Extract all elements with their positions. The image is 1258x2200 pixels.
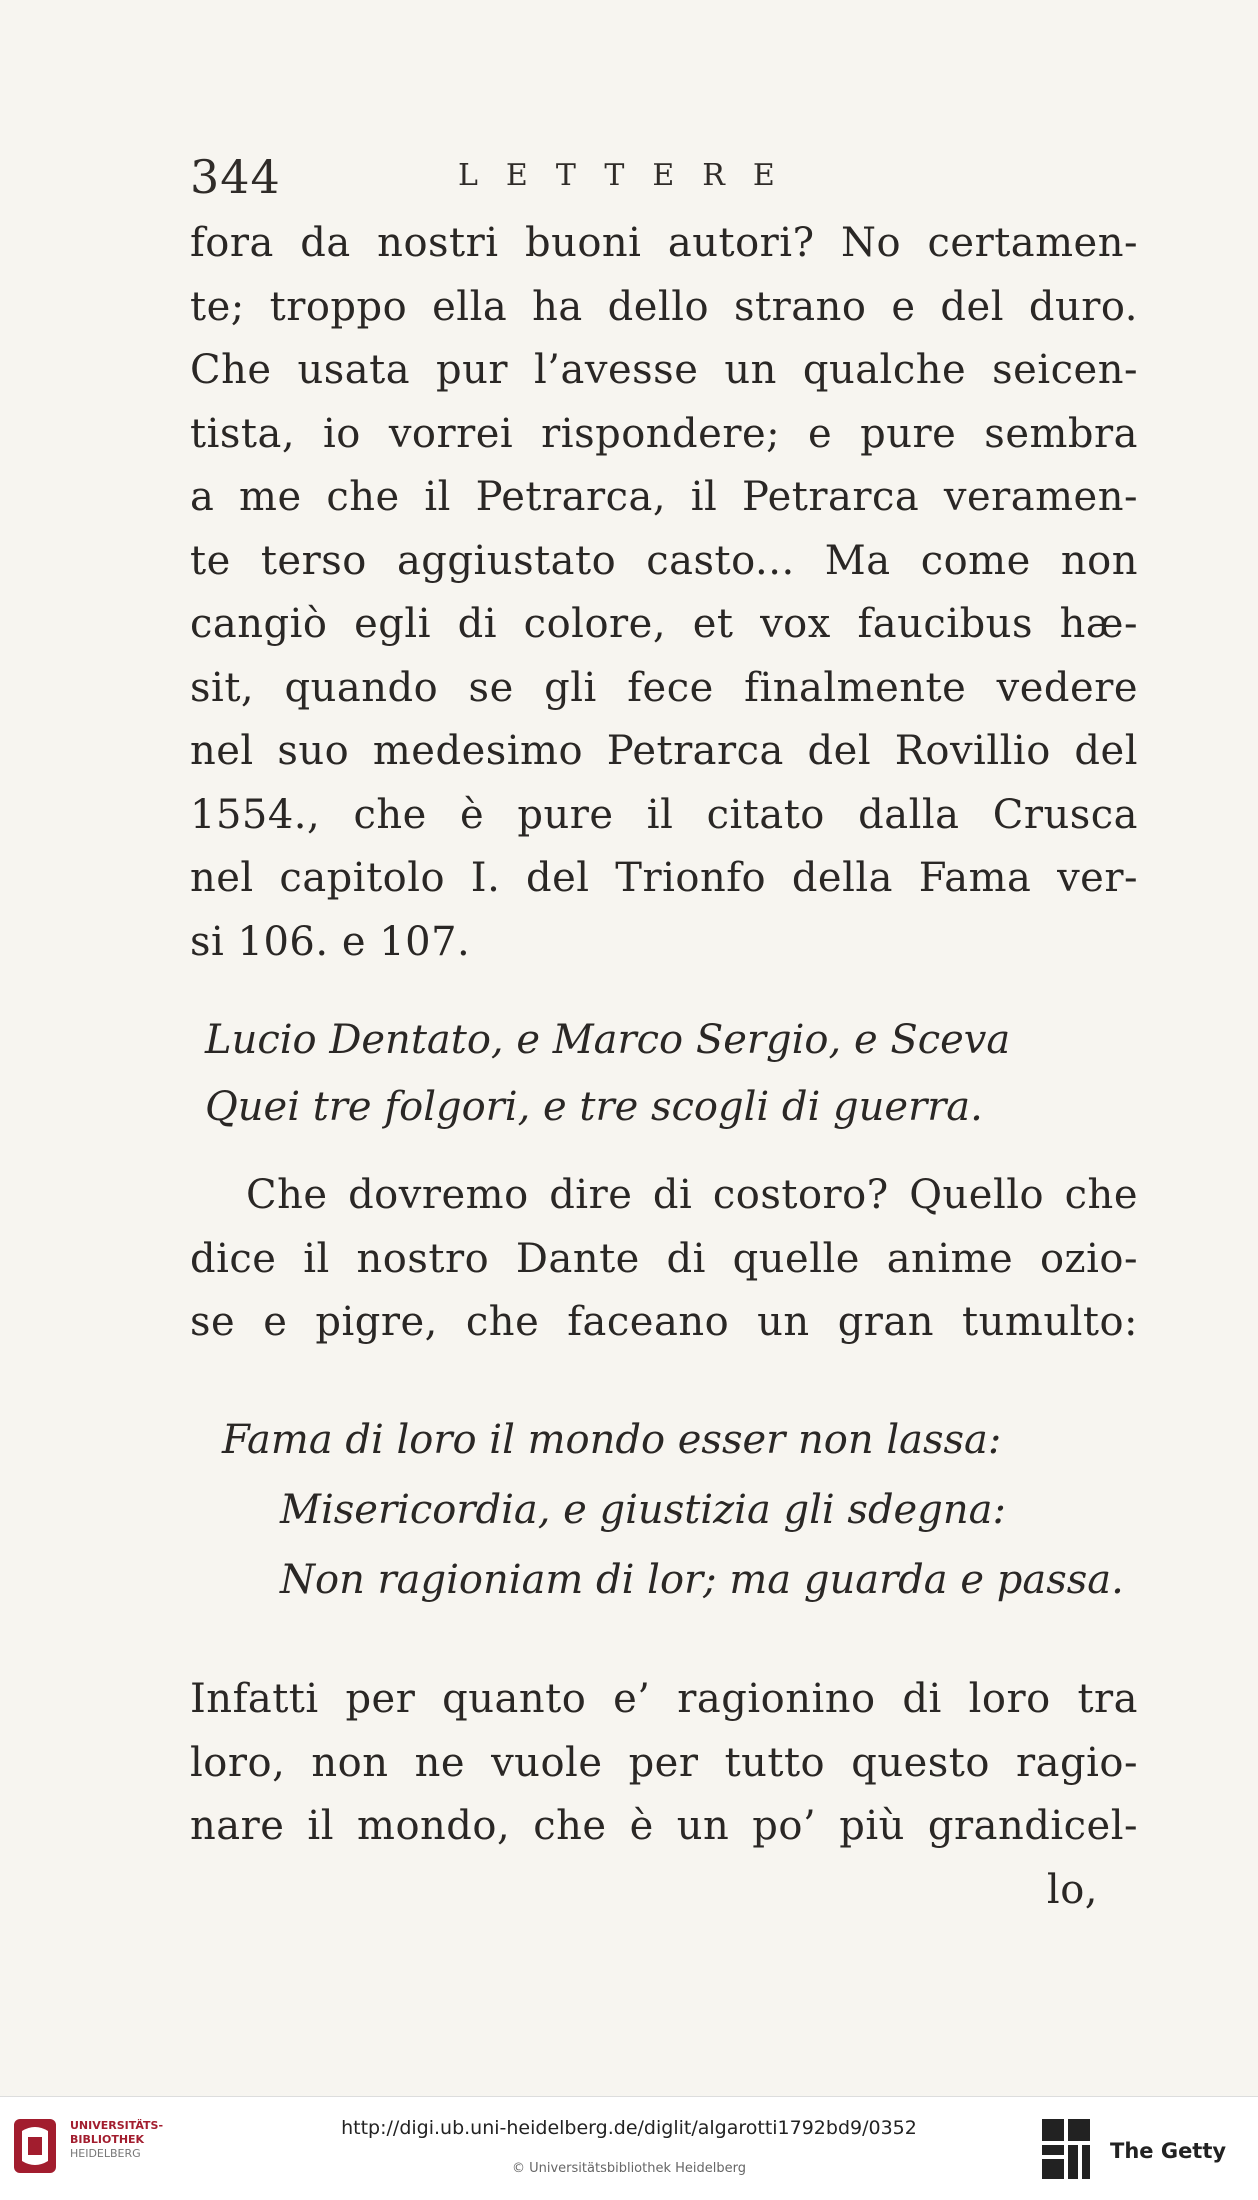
paragraph-1 bbox=[190, 212, 1138, 974]
running-title: LETTERE bbox=[458, 158, 803, 193]
permalink-url[interactable]: http://digi.ub.uni-heidelberg.de/diglit/algarotti1792bd9/0352 bbox=[341, 2117, 917, 2139]
copyright-notice: © Universitätsbibliothek Heidelberg bbox=[511, 2161, 746, 2176]
text-line: nel capitolo I. del Trionfo della Fama ver- bbox=[190, 855, 1138, 901]
paragraph-2 bbox=[190, 1164, 1138, 1355]
text-line: sit, quando se gli fece finalmente vedere bbox=[190, 664, 1138, 711]
verse-line: Non ragioniam di lor; ma guarda e passa. bbox=[280, 1557, 1124, 1603]
text-line: cangiò egli di colore, et vox faucibus hæ- bbox=[190, 601, 1138, 647]
getty-logo[interactable] bbox=[1040, 2117, 1240, 2181]
text-line: nel suo medesimo Petrarca del Rovillio del bbox=[190, 728, 1138, 774]
page-number: 344 bbox=[190, 150, 281, 204]
verse-line: Lucio Dentato, e Marco Sergio, e Sceva bbox=[205, 1017, 1011, 1063]
getty-label: The Getty bbox=[1110, 2139, 1227, 2163]
text-line: tista, io vorrei rispondere; e pure sembra bbox=[190, 410, 1138, 457]
text-line: te terso aggiustato casto... Ma come non bbox=[190, 537, 1138, 584]
text-line: a me che il Petrarca, il Petrarca veramen- bbox=[190, 474, 1138, 520]
text-line: Che dovremo dire di costoro? Quello che bbox=[246, 1172, 1138, 1218]
text-line: loro, non ne vuole per tutto questo ragio- bbox=[190, 1739, 1138, 1786]
catchword: lo, bbox=[1046, 1866, 1098, 1913]
viewer-footer bbox=[0, 2096, 1258, 2200]
text-line: Che usata pur l’avesse un qualche seicen- bbox=[190, 347, 1138, 393]
text-line: 1554., che è pure il citato dalla Crusca bbox=[190, 791, 1138, 838]
page-header bbox=[190, 150, 1150, 210]
text-line: nare il mondo, che è un po’ più grandicel- bbox=[190, 1803, 1138, 1849]
text-line: se e pigre, che faceano un gran tumulto: bbox=[190, 1299, 1138, 1345]
library-name: UNIVERSITÄTS- BIBLIOTHEK HEIDELBERG bbox=[70, 2119, 164, 2160]
text-line: si 106. e 107. bbox=[190, 918, 471, 965]
text-line: fora da nostri buoni autori? No certamen- bbox=[190, 220, 1138, 266]
text-line: Infatti per quanto e’ ragionino di loro tra bbox=[190, 1676, 1138, 1722]
getty-mark-icon bbox=[1040, 2117, 1094, 2181]
text-line: te; troppo ella ha dello strano e del duro. bbox=[190, 283, 1138, 330]
verse-line: Fama di loro il mondo esser non lassa: bbox=[222, 1417, 1002, 1463]
verse-line: Misericordia, e giustizia gli sdegna: bbox=[280, 1487, 1006, 1533]
verse-line: Quei tre folgori, e tre scogli di guerra. bbox=[205, 1084, 983, 1130]
paragraph-3 bbox=[190, 1668, 1138, 1922]
text-line: dice il nostro Dante di quelle anime ozio- bbox=[190, 1235, 1138, 1282]
